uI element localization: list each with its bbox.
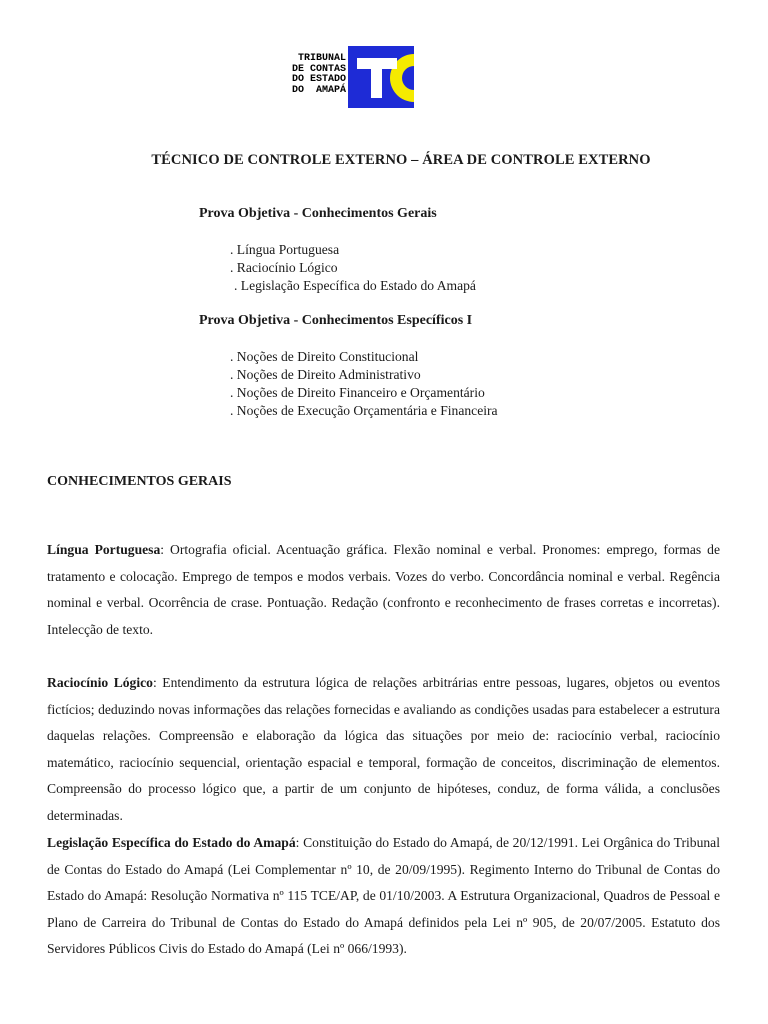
exam-subject-item: . Noções de Execução Orçamentária e Financeira [230, 403, 498, 418]
subject-text: : Ortografia oficial. Acentuação gráfica. Flexão nominal e verbal. Pronomes: emprego, formas de tratamento e colocação. Emprego de tempos e modos verbais. Vozes do verbo. Concordância nominal e verbal. Regência nominal e verbal. Ocorrência de crase. Pontuação. Redação (confronto e reconhecimento de frases corretas e incorretas). Intelecção de texto. [47, 542, 720, 637]
logo-text-line: TRIBUNAL [297, 53, 346, 64]
logo-text-line: DE CONTAS [291, 63, 346, 75]
tce-ap-logo [282, 46, 417, 108]
exam-subject-list [230, 348, 498, 420]
exam-subject-item: . Noções de Direito Constitucional [230, 349, 419, 364]
logo-text-line: DO AMAPÁ [291, 84, 346, 96]
subject-paragraph [47, 537, 720, 643]
page-title: TÉCNICO DE CONTROLE EXTERNO – ÁREA DE CONTROLE EXTERNO [151, 152, 651, 168]
subject-name: Legislação Específica do Estado do Amapá [47, 835, 296, 850]
subject-name: Raciocínio Lógico [47, 675, 153, 690]
exam-subject-list [230, 241, 476, 295]
subject-paragraph [47, 670, 720, 829]
exam-subject-item: . Raciocínio Lógico [230, 260, 338, 275]
exam-heading: Prova Objetiva - Conhecimentos Gerais [199, 206, 437, 221]
exam-subject-item: . Noções de Direito Administrativo [230, 367, 421, 382]
exam-subject-item: . Língua Portuguesa [230, 242, 340, 257]
subject-text: : Entendimento da estrutura lógica de relações arbitrárias entre pessoas, lugares, objetos ou eventos fictícios; deduzindo novas informações das relações fornecidas e avaliando as condições usadas para estabelecer a estrutura daquelas relações. Compreensão e elaboração da lógica das situações por meio de: raciocínio verbal, raciocínio matemático, raciocínio sequencial, orientação espacial e temporal, formação de conceitos, discriminação de elementos. Compreensão do processo lógico que, a partir de um conjunto de hipóteses, conduz, de forma válida, a conclusões determinadas. [47, 675, 720, 823]
subject-name: Língua Portuguesa [47, 542, 161, 557]
section-heading: CONHECIMENTOS GERAIS [47, 474, 232, 489]
exam-heading: Prova Objetiva - Conhecimentos Específicos I [199, 313, 473, 328]
subject-paragraph [47, 830, 720, 963]
exam-subject-item: . Noções de Direito Financeiro e Orçamentário [230, 385, 485, 400]
logo-text [282, 54, 346, 96]
exam-subject-item: . Legislação Específica do Estado do Amapá [234, 278, 476, 293]
logo-text-line: DO ESTADO [291, 74, 346, 85]
subject-text: : Constituição do Estado do Amapá, de 20/12/1991. Lei Orgânica do Tribunal de Contas do Estado do Amapá (Lei Complementar nº 10, de 20/09/1995). Regimento Interno do Tribunal de Contas do Estado do Amapá: Resolução Normativa nº 115 TCE/AP, de 01/10/2003. A Estrutura Organizacional, Quadros de Pessoal e Plano de Carreira do Tribunal de Contas do Estado do Amapá definidos pela Lei nº 905, de 20/07/2005. Estatuto dos Servidores Públicos Civis do Estado do Amapá (Lei nº 066/1993). [47, 835, 720, 956]
tc-emblem-icon [348, 46, 414, 108]
